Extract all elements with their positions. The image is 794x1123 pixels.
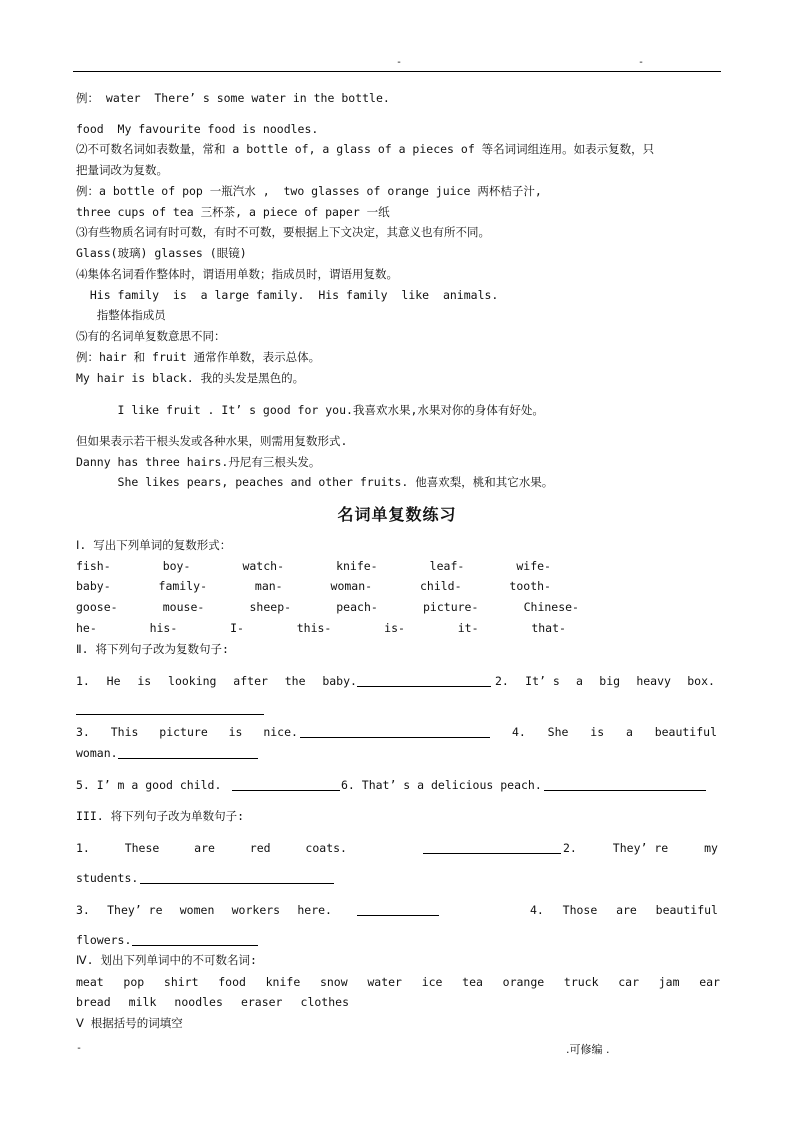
- word: knife-: [336, 559, 378, 573]
- answer-blank[interactable]: [357, 903, 439, 916]
- section-5-heading: Ⅴ 根据括号的词填空: [76, 1016, 183, 1030]
- header-mark-left: -: [396, 57, 403, 68]
- footer-text: .可修编 .: [566, 1043, 610, 1056]
- word: it-: [457, 621, 479, 635]
- question-2-1: [76, 673, 357, 689]
- question-2-5: 5. I’ m a good child.: [76, 778, 222, 792]
- text-line: 但如果表示若干根头发或各种水果，则需用复数形式.: [76, 434, 348, 448]
- question-3-2-cont: students.: [76, 871, 139, 885]
- word-row: [76, 974, 720, 990]
- word: his-: [149, 621, 178, 635]
- word: man-: [254, 579, 283, 593]
- word: He: [106, 674, 121, 688]
- word: tea: [462, 975, 483, 989]
- word: is: [590, 725, 605, 739]
- word: baby-: [76, 579, 111, 593]
- word: Those: [562, 903, 598, 917]
- section-1-heading: Ⅰ. 写出下列单词的复数形式：: [76, 538, 232, 552]
- word: It’ s: [525, 674, 560, 688]
- word: They’ re: [107, 903, 163, 917]
- text-line: 指整体指成员: [76, 308, 166, 322]
- word-row: [76, 578, 551, 594]
- word-row: [76, 558, 551, 574]
- text-line: She likes pears, peaches and other fruits. 他喜欢梨，桃和其它水果。: [76, 475, 554, 489]
- question-3-2: [563, 840, 718, 856]
- exercise-title: 名词单复数练习: [337, 505, 457, 524]
- question-3-3: [76, 902, 332, 918]
- answer-blank[interactable]: [232, 778, 340, 791]
- answer-blank[interactable]: [300, 725, 490, 738]
- word: my: [704, 841, 718, 855]
- text-line: 例：a bottle of pop 一瓶汽水 , two glasses of orange juice 两杯桔子汁,: [76, 184, 542, 198]
- word: heavy: [636, 674, 671, 688]
- text-line: ⑸有的名词单复数意思不同：: [76, 329, 226, 343]
- word: that-: [531, 621, 566, 635]
- word: milk: [128, 995, 157, 1009]
- word: nice.: [263, 725, 298, 739]
- text-line: His family is a large family. His family like animals.: [76, 288, 499, 302]
- word: women: [179, 903, 215, 917]
- answer-blank[interactable]: [423, 841, 561, 854]
- text-line: My hair is black. 我的头发是黑色的。: [76, 371, 305, 385]
- word: looking: [168, 674, 217, 688]
- word: is-: [384, 621, 405, 635]
- word: wife-: [516, 559, 551, 573]
- word: shirt: [163, 975, 199, 989]
- word: coats.: [305, 841, 347, 855]
- word: 1.: [76, 674, 90, 688]
- answer-blank[interactable]: [118, 746, 258, 759]
- text-line: Danny has three hairs.丹尼有三根头发。: [76, 455, 321, 469]
- word: woman-: [330, 579, 373, 593]
- answer-blank[interactable]: [357, 674, 491, 687]
- word: This: [110, 725, 139, 739]
- word: sheep-: [249, 600, 292, 614]
- word: 4.: [530, 903, 544, 917]
- word: clothes: [300, 995, 349, 1009]
- question-2-3: [76, 724, 298, 740]
- word: water: [367, 975, 402, 989]
- word: family-: [158, 579, 207, 593]
- text-line: ⑵不可数名词如表数量，常和 a bottle of, a glass of a pieces of 等名词词组连用。如表示复数，只: [76, 142, 655, 156]
- word: are: [616, 903, 637, 917]
- word: are: [194, 841, 215, 855]
- word: beautiful: [655, 903, 718, 917]
- word: picture: [159, 725, 208, 739]
- word-row: [76, 620, 566, 636]
- footer-mark: -: [76, 1043, 83, 1054]
- answer-blank[interactable]: [140, 871, 334, 884]
- word: goose-: [76, 600, 118, 614]
- word: beautiful: [654, 725, 717, 739]
- word: food: [218, 975, 246, 989]
- text-line: 例：hair 和 fruit 通常作单数，表示总体。: [76, 350, 321, 364]
- word: fish-: [76, 559, 111, 573]
- word: They’ re: [612, 841, 669, 855]
- word: She: [547, 725, 569, 739]
- word: big: [599, 674, 621, 688]
- text-line: ⑷集体名词看作整体时，谓语用单数；指成员时，谓语用复数。: [76, 267, 398, 281]
- word: after: [233, 674, 268, 688]
- word: bread: [76, 995, 111, 1009]
- word: car: [618, 975, 640, 989]
- word: the: [284, 674, 306, 688]
- word: jam: [658, 975, 680, 989]
- question-3-1: [76, 840, 347, 856]
- question-3-4-cont: flowers.: [76, 933, 132, 947]
- word: tooth-: [509, 579, 551, 593]
- word: peach-: [336, 600, 378, 614]
- section-2-heading: Ⅱ. 将下列句子改为复数句子:: [76, 642, 229, 656]
- word: knife: [265, 975, 301, 989]
- word: ear: [699, 975, 720, 989]
- text-line: Glass(玻璃) glasses (眼镜): [76, 246, 247, 260]
- word: baby.: [322, 674, 357, 688]
- word: orange: [502, 975, 545, 989]
- word: red: [249, 841, 271, 855]
- header-mark-right: -: [638, 57, 645, 68]
- section-3-heading: III. 将下列句子改为单数句子:: [76, 809, 245, 823]
- word: Chinese-: [523, 600, 579, 614]
- word-row: [76, 599, 579, 615]
- word: 3.: [76, 903, 90, 917]
- word: here.: [297, 903, 332, 917]
- question-2-2: [495, 673, 715, 689]
- word: a: [576, 674, 583, 688]
- word: boy-: [162, 559, 191, 573]
- word: mouse-: [162, 600, 205, 614]
- text-line: 把量词改为复数。: [76, 163, 168, 177]
- word: is: [137, 674, 152, 688]
- answer-blank[interactable]: [132, 933, 258, 946]
- word: workers: [231, 903, 281, 917]
- word: snow: [319, 975, 348, 989]
- word: leaf-: [429, 559, 465, 573]
- word: he-: [76, 621, 97, 635]
- header-rule: [73, 71, 721, 72]
- word: 3.: [76, 725, 90, 739]
- section-4-heading: Ⅳ. 划出下列单词中的不可数名词:: [76, 953, 257, 967]
- word: ice: [421, 975, 443, 989]
- word: box.: [687, 674, 715, 688]
- answer-blank[interactable]: [76, 702, 264, 715]
- word: I-: [230, 621, 244, 635]
- word: 2.: [495, 674, 509, 688]
- question-2-4-cont: woman.: [76, 746, 118, 760]
- question-3-4: [530, 902, 718, 918]
- word: eraser: [240, 995, 283, 1009]
- word: 4.: [512, 725, 526, 739]
- word: meat: [76, 975, 104, 989]
- word: picture-: [423, 600, 479, 614]
- text-line: I like fruit . It’ s good for you.我喜欢水果,水果对你的身体有好处。: [76, 403, 544, 417]
- text-line: food My favourite food is noodles.: [76, 122, 319, 136]
- word: is: [228, 725, 243, 739]
- word-row: [76, 994, 349, 1010]
- word: watch-: [242, 559, 284, 573]
- word: 2.: [563, 841, 577, 855]
- text-line: three cups of tea 三杯茶, a piece of paper 一纸: [76, 205, 390, 219]
- word: child-: [419, 579, 462, 593]
- word: These: [124, 841, 160, 855]
- word: truck: [563, 975, 599, 989]
- text-line: 例： water There’ s some water in the bottle.: [76, 91, 390, 105]
- word: noodles: [174, 995, 223, 1009]
- answer-blank[interactable]: [544, 778, 706, 791]
- question-2-4: [512, 724, 717, 740]
- text-line: ⑶有些物质名词有时可数，有时不可数，要根据上下文决定，其意义也有所不同。: [76, 225, 490, 239]
- word: this-: [296, 621, 332, 635]
- word: 1.: [76, 841, 90, 855]
- question-2-6: 6. That’ s a delicious peach.: [341, 778, 542, 792]
- word: pop: [123, 975, 145, 989]
- word: a: [625, 725, 633, 739]
